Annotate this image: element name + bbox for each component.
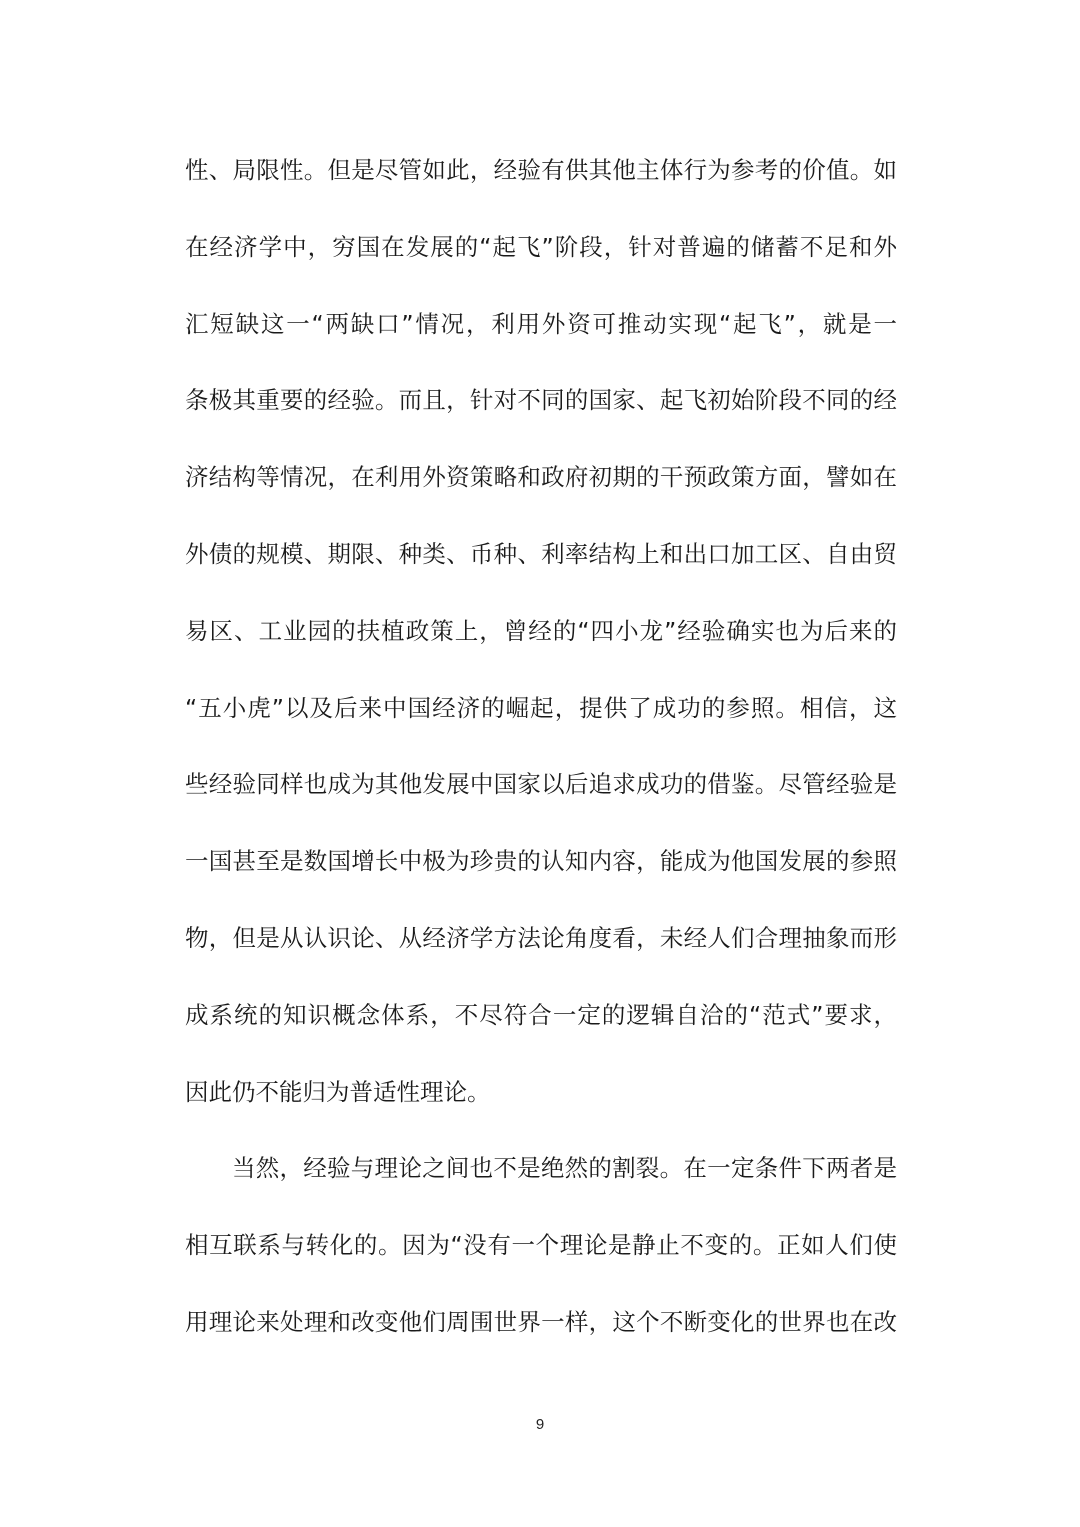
text-line: 汇短缺这一“两缺口”情况，利用外资可推动实现“起飞”，就是一	[185, 309, 897, 338]
text-line: 成系统的知识概念体系，不尽符合一定的逻辑自洽的“范式”要求，	[185, 1000, 897, 1029]
text-line: 济结构等情况，在利用外资策略和政府初期的干预政策方面，譬如在	[185, 463, 897, 492]
text-line: 外债的规模、期限、种类、币种、利率结构上和出口加工区、自由贸	[185, 539, 897, 568]
text-line: 用理论来处理和改变他们周围世界一样，这个不断变化的世界也在改	[185, 1307, 897, 1336]
text-line: 在经济学中，穷国在发展的“起飞”阶段，针对普遍的储蓄不足和外	[185, 232, 897, 261]
text-line: 些经验同样也成为其他发展中国家以后追求成功的借鉴。尽管经验是	[185, 770, 897, 799]
text-line: “五小虎”以及后来中国经济的崛起，提供了成功的参照。相信，这	[185, 693, 897, 722]
text-line: 性、局限性。但是尽管如此，经验有供其他主体行为参考的价值。如	[185, 156, 897, 184]
text-line: 条极其重要的经验。而且，针对不同的国家、起飞初始阶段不同的经	[185, 386, 897, 415]
text-line: 当然，经验与理论之间也不是绝然的割裂。在一定条件下两者是	[232, 1154, 897, 1183]
text-line: 一国甚至是数国增长中极为珍贵的认知内容，能成为他国发展的参照	[185, 847, 897, 876]
text-line: 相互联系与转化的。因为“没有一个理论是静止不变的。正如人们使	[185, 1231, 897, 1260]
text-line: 物，但是从认识论、从经济学方法论角度看，未经人们合理抽象而形	[185, 923, 897, 952]
text-line: 因此仍不能归为普适性理论。	[185, 1077, 491, 1106]
page-number: 9	[535, 1416, 545, 1433]
body-text	[185, 147, 897, 1376]
text-line: 易区、工业园的扶植政策上，曾经的“四小龙”经验确实也为后来的	[185, 616, 897, 645]
